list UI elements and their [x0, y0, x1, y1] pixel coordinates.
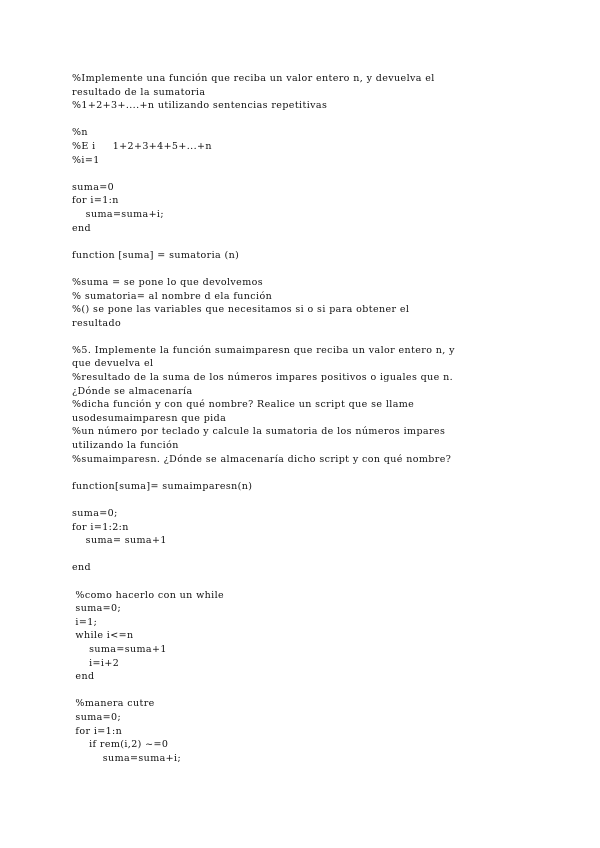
code-line: suma= suma+1 — [72, 535, 167, 547]
code-line: for i=1:2:n — [72, 521, 129, 533]
blank-line — [72, 330, 572, 344]
code-line: suma=0; — [72, 711, 122, 723]
code-line: utilizando la función — [72, 440, 179, 452]
blank-line — [72, 493, 572, 507]
code-line: suma=suma+i; — [72, 752, 182, 764]
code-line: end — [72, 562, 92, 574]
code-line: % sumatoria= al nombre d ela función — [72, 290, 273, 302]
code-listing — [72, 72, 572, 765]
code-line: %Implemente una función que reciba un valor entero n, y devuelva el — [72, 73, 435, 84]
code-line: %como hacerlo con un while — [72, 589, 225, 601]
blank-line — [72, 684, 572, 698]
code-line: %sumaimparesn. ¿Dónde se almacenaría dicho script y con qué nombre? — [72, 453, 452, 465]
code-line: while i<=n — [72, 630, 134, 642]
code-line: function [suma] = sumatoria (n) — [72, 249, 240, 261]
code-line: suma=suma+1 — [72, 643, 167, 655]
code-line: %manera cutre — [72, 698, 155, 710]
blank-line — [72, 466, 572, 480]
code-line: i=1; — [72, 616, 98, 628]
code-line: %dicha función y con qué nombre? Realice un script que se llame — [72, 399, 415, 411]
code-line: %i=1 — [72, 154, 100, 166]
code-line: end — [72, 671, 95, 683]
code-line: suma=suma+i; — [72, 208, 164, 220]
code-line: que devuelva el — [72, 358, 154, 370]
code-line: if rem(i,2) ~=0 — [72, 739, 169, 751]
code-line: %() se pone las variables que necesitamos si o si para obtener el — [72, 304, 410, 316]
blank-line — [72, 262, 572, 276]
code-line: %n — [72, 127, 88, 139]
code-line: %suma = se pone lo que devolvemos — [72, 276, 264, 288]
code-line: %resultado de la suma de los números impares positivos o iguales que n. — [72, 372, 454, 384]
code-line: %5. Implemente la función sumaimparesn que reciba un valor entero n, y — [72, 344, 455, 356]
code-line: ¿Dónde se almacenaría — [72, 385, 193, 397]
code-line: suma=0; — [72, 603, 122, 615]
code-line: resultado — [72, 317, 122, 329]
blank-line — [72, 113, 572, 127]
code-line: function[suma]= sumaimparesn(n) — [72, 480, 253, 492]
code-line: suma=0; — [72, 508, 118, 519]
blank-line — [72, 548, 572, 562]
blank-line — [72, 575, 572, 589]
code-line: end — [72, 222, 92, 234]
code-line: resultado de la sumatoria — [72, 86, 206, 98]
code-line: %un número por teclado y calcule la sumatoria de los números impares — [72, 426, 446, 438]
blank-line — [72, 235, 572, 249]
blank-line — [72, 167, 572, 181]
code-line: i=i+2 — [72, 657, 120, 669]
code-line: for i=1:n — [72, 725, 123, 737]
code-line: for i=1:n — [72, 195, 119, 207]
code-line: %E i 1+2+3+4+5+...+n — [72, 140, 212, 152]
code-line: usodesumaimparesn que pida — [72, 412, 227, 424]
code-line: %1+2+3+....+n utilizando sentencias repetitivas — [72, 100, 328, 112]
code-line: suma=0 — [72, 181, 115, 193]
